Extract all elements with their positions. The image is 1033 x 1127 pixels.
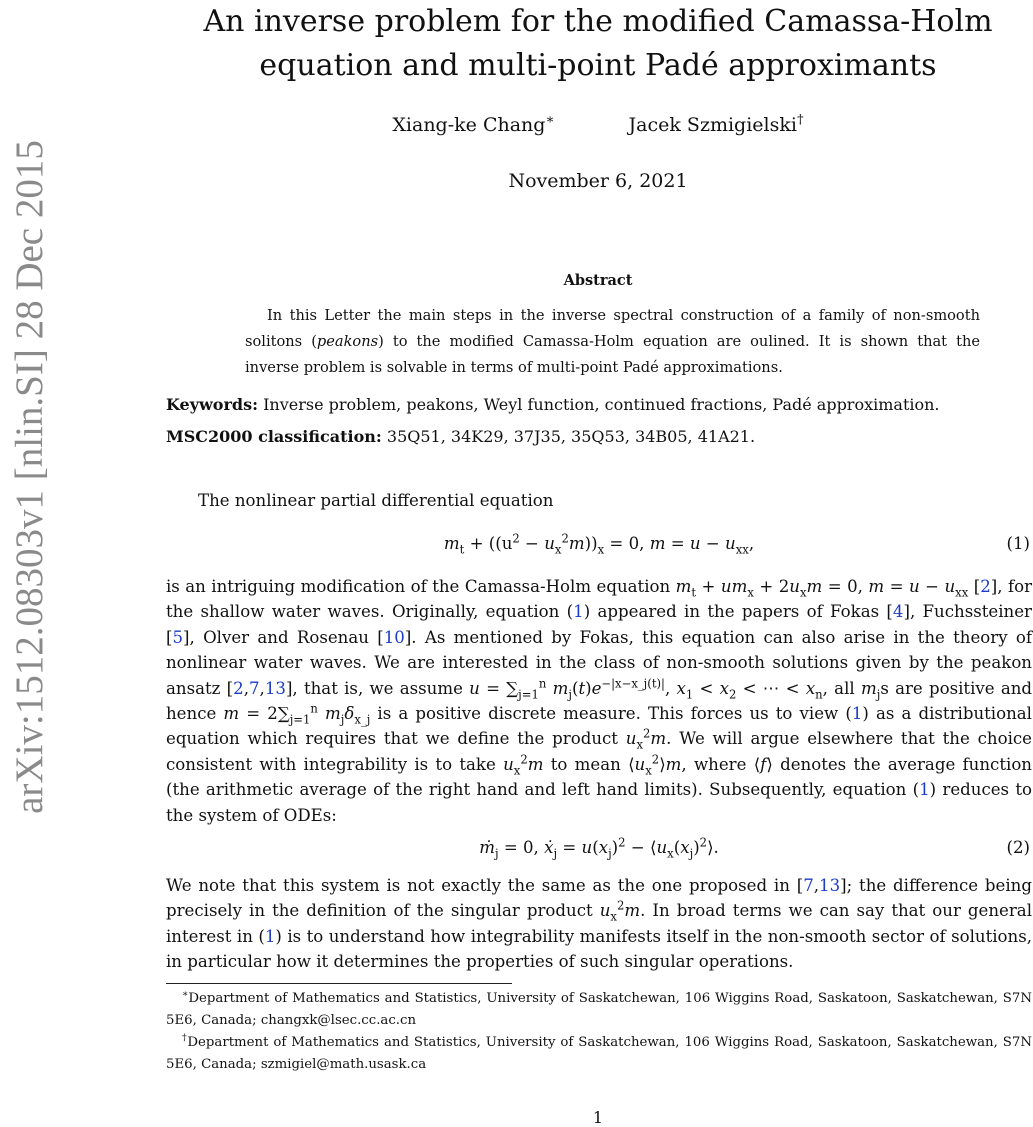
text-run: is an intriguing modification of the Camassa-Holm equation <box>166 577 676 596</box>
paper-title <box>160 0 1033 88</box>
math-symbol: t <box>691 585 697 600</box>
text-run: − <box>519 534 545 553</box>
math-symbol: u <box>908 577 920 596</box>
text-run: , <box>259 678 265 698</box>
equation-body <box>166 835 1032 861</box>
text-run: , <box>813 876 820 895</box>
citation-link[interactable]: 1 <box>573 602 584 622</box>
math-symbol: u <box>634 754 646 774</box>
math-symbol: 2 <box>699 835 708 850</box>
math-symbol: 2 <box>651 752 660 767</box>
math-symbol: j <box>494 846 499 861</box>
text-run: − <box>919 577 945 596</box>
text-run: ], for the shallow water waves. Originally, equation ( <box>166 577 1033 622</box>
math-symbol: u <box>725 534 736 553</box>
text-run: is a positive discrete measure. This forces us to view ( <box>370 704 852 724</box>
page-number: 1 <box>592 1108 604 1127</box>
text-run: ) reduces to the system of ODEs: <box>166 780 1032 825</box>
math-symbol: xx <box>955 585 969 600</box>
text-run: ( <box>571 678 579 698</box>
equation-number: (1) <box>1006 534 1030 553</box>
citation-link[interactable]: 5 <box>172 627 184 647</box>
math-symbol: ṁ <box>479 838 495 857</box>
text-run: ], Olver and Rosenau [ <box>183 627 384 647</box>
math-symbol: n <box>538 676 547 691</box>
text-run: In this Letter the main steps in the inverse spectral construction of a family of non-smooth solitons ( <box>245 307 980 350</box>
keywords <box>166 395 1032 414</box>
citation-link[interactable]: 4 <box>892 602 904 622</box>
citation-link[interactable]: 1 <box>264 926 276 946</box>
math-symbol: j <box>876 686 881 701</box>
math-symbol: x <box>645 763 652 778</box>
math-symbol: m <box>552 678 569 698</box>
text-run: ) appeared in the papers of Fokas [ <box>583 602 893 622</box>
math-symbol: x <box>667 846 674 861</box>
math-symbol: n <box>310 701 318 716</box>
author <box>629 114 804 136</box>
text-run: , <box>664 678 677 698</box>
text-run: = 0, <box>498 838 545 857</box>
footnote-mark: ∗ <box>182 988 189 1000</box>
abstract-text <box>245 303 980 381</box>
text-run: ]. As mentioned by Fokas, this equation can also arise in the theory of nonlinear water waves. We are interested in the class of non-smooth solutions given by the peakon ansatz [ <box>166 627 1032 698</box>
text-run: ⟩. <box>707 838 719 857</box>
math-symbol: f <box>760 754 767 774</box>
math-symbol: m <box>223 704 240 724</box>
math-symbol: x <box>554 542 562 557</box>
text-run: , <box>748 534 755 553</box>
citation-link[interactable]: 7 <box>248 678 260 698</box>
text-run: = 0, <box>604 534 650 553</box>
math-symbol: 2 <box>643 726 651 741</box>
msc-classification <box>166 427 1032 446</box>
text-run: s are positive and hence <box>166 678 1033 724</box>
math-symbol: m <box>868 577 885 596</box>
text-run: < <box>693 678 720 698</box>
footnote-text: Department of Mathematics and Statistics, University of Saskatchewan, 106 Wiggins Road, Saskatoon, Saskatchewan, S7N 5E6, Canada; szmigiel@math.usask.ca <box>166 1035 1033 1072</box>
text-run: ⟩ denotes the average function (the arithmetic average of the right hand and left hand limits). Subsequently, equation ( <box>166 754 1032 800</box>
math-symbol: j=1 <box>289 712 311 727</box>
math-symbol: 2 <box>618 835 626 850</box>
equation-number: (2) <box>1006 838 1030 857</box>
math-symbol: x <box>805 678 816 698</box>
math-symbol: 2 <box>616 898 625 913</box>
math-symbol: x <box>513 763 521 778</box>
author <box>392 114 554 136</box>
text-run: + <box>696 577 721 596</box>
date: November 6, 2021 <box>508 170 688 192</box>
text-run: ) as a distributional equation which requires that we define the product <box>166 704 1032 749</box>
math-symbol: m <box>665 754 682 774</box>
text-run: ], Fuchssteiner [ <box>166 602 1032 647</box>
text-run: ( <box>592 838 599 857</box>
math-symbol: m <box>675 577 692 596</box>
math-symbol: u <box>789 577 800 596</box>
equation-body <box>166 531 1032 557</box>
text-run: ) <box>585 678 592 698</box>
text-run: + 2 <box>753 577 790 596</box>
text-run: ⟩ <box>659 754 666 774</box>
math-symbol: 2 <box>520 752 528 767</box>
math-symbol: peakons <box>316 333 379 350</box>
math-symbol: x <box>676 678 686 698</box>
footnote-divider <box>166 983 512 984</box>
title-line: equation and multi-point Padé approximants <box>259 48 937 83</box>
math-symbol: x <box>680 838 690 857</box>
math-symbol: m <box>860 678 877 698</box>
text-run: = ∑ <box>479 678 519 698</box>
citation-link[interactable]: 2 <box>233 678 244 698</box>
math-symbol: e <box>591 678 602 698</box>
intro-paragraph <box>166 488 1032 513</box>
math-symbol: x <box>719 678 729 698</box>
math-symbol: u <box>656 838 668 857</box>
math-symbol: m <box>443 534 460 553</box>
text-run: . We will argue elsewhere that the choice consistent with integrability is to take <box>166 729 1032 774</box>
math-symbol: u <box>689 534 701 553</box>
footnote-text: Department of Mathematics and Statistics, University of Saskatchewan, 106 Wiggins Road, Saskatoon, Saskatchewan, S7N 5E6, Canada; changxk@lsec.cc.ac.cn <box>166 991 1032 1028</box>
math-symbol: m <box>649 534 666 553</box>
text-run: = <box>884 577 909 596</box>
math-symbol: ẋ <box>544 838 554 857</box>
citation-link[interactable]: 1 <box>851 704 863 724</box>
math-symbol: j <box>689 846 694 861</box>
math-symbol: u <box>944 577 956 596</box>
footnote <box>166 1032 1032 1076</box>
math-symbol: m <box>568 534 585 553</box>
footnote-mark: † <box>182 1032 188 1044</box>
math-symbol: u <box>625 729 637 749</box>
text-run: + ((u <box>464 534 513 553</box>
footnote-mark[interactable]: † <box>796 112 804 128</box>
math-symbol: 1 <box>685 686 694 701</box>
math-symbol: m <box>527 754 544 774</box>
keywords-label: Keywords: <box>166 395 259 414</box>
title-line: An inverse problem for the modified Camassa-Holm <box>203 4 993 39</box>
text-run: . In broad terms we can say that our general interest in ( <box>166 901 1033 946</box>
citation-link[interactable]: 13 <box>819 876 841 895</box>
text-run: ], that is, we assume <box>285 678 470 698</box>
math-symbol: −|x−x_j(t)| <box>601 676 665 691</box>
math-symbol: xx <box>735 542 749 557</box>
math-symbol: j <box>568 686 572 701</box>
math-symbol: x <box>747 585 754 600</box>
text-run: )) <box>584 534 598 553</box>
math-symbol: m <box>624 901 641 921</box>
math-symbol: x <box>597 542 605 557</box>
math-symbol: j <box>553 846 558 861</box>
text-run: , <box>243 678 249 698</box>
citation-link[interactable]: 1 <box>919 780 930 800</box>
text-run: ) <box>693 838 700 857</box>
text-run: ) is to understand how integrability manifests itself in the non-smooth sector of solutions, in particular how it determines the properties of such singular operations. <box>166 926 1033 972</box>
arxiv-identifier-stamp: arXiv:1512.08303v1 [nlin.SI] 28 Dec 2015 <box>8 140 51 814</box>
text-run: , all <box>822 678 861 698</box>
math-symbol: 2 <box>561 531 569 546</box>
math-symbol: u <box>581 838 593 857</box>
math-symbol: j <box>340 712 345 727</box>
text-run: , where ⟨ <box>681 754 761 774</box>
math-symbol: m <box>325 704 341 724</box>
footnote-mark[interactable]: ∗ <box>545 112 555 128</box>
math-symbol: x <box>610 909 617 924</box>
msc-label: MSC2000 classification: <box>166 427 382 446</box>
text-run: = 2∑ <box>239 704 290 724</box>
math-symbol: u <box>503 754 514 774</box>
math-symbol: u <box>544 534 555 553</box>
footnote <box>166 988 1032 1032</box>
text-run: ) to the modified Camassa-Holm equation are oulined. It is shown that the inverse problem is solvable in terms of multi-point Padé approximations. <box>245 333 980 376</box>
math-symbol: u <box>599 901 611 921</box>
math-symbol: 2 <box>512 531 520 546</box>
text-run: [ <box>968 577 981 596</box>
text-run: = 0, <box>822 577 869 596</box>
text-run: The nonlinear partial differential equation <box>198 491 554 510</box>
math-symbol: j=1 <box>518 686 539 701</box>
math-symbol: x <box>636 737 644 752</box>
msc-value: 35Q51, 34K29, 37J35, 35Q53, 34B05, 41A21. <box>381 427 756 446</box>
text-run: ]; the difference being precisely in the definition of the singular product <box>166 876 1032 921</box>
math-symbol: j <box>608 846 612 861</box>
math-symbol: um <box>720 577 748 596</box>
math-symbol: m <box>806 577 823 596</box>
text-run: We note that this system is not exactly the same as the one proposed in [ <box>166 876 804 895</box>
math-symbol: x_j <box>354 712 371 727</box>
text-run: = <box>557 838 582 857</box>
author-name: Xiang-ke Chang <box>392 114 546 136</box>
citation-link[interactable]: 10 <box>383 627 405 647</box>
math-symbol: t <box>578 678 586 698</box>
math-symbol: x <box>598 838 609 857</box>
body-paragraph <box>166 574 1032 828</box>
math-symbol: δ <box>344 704 355 724</box>
math-symbol: 2 <box>729 686 737 701</box>
text-run: − <box>700 534 726 553</box>
text-run: ) <box>611 838 619 857</box>
citation-link[interactable]: 7 <box>803 876 814 895</box>
citation-link[interactable]: 13 <box>264 678 286 698</box>
body-paragraph <box>166 873 1032 975</box>
author-name: Jacek Szmigielski <box>628 114 797 136</box>
citation-link[interactable]: 2 <box>980 577 991 596</box>
keywords-value: Inverse problem, peakons, Weyl function, continued fractions, Padé approximation. <box>258 395 940 414</box>
math-symbol: n <box>815 686 823 701</box>
text-run: < ⋯ < <box>736 678 806 698</box>
text-run: to mean ⟨ <box>543 754 635 774</box>
math-symbol: u <box>469 678 480 698</box>
abstract-heading: Abstract <box>563 272 633 289</box>
text-run: = <box>665 534 690 553</box>
math-symbol: m <box>650 729 667 749</box>
text-run: − ⟨ <box>625 838 657 857</box>
math-symbol: t <box>459 542 465 557</box>
author-list <box>160 114 1033 136</box>
text-run: ( <box>673 838 681 857</box>
text-run <box>318 704 325 723</box>
math-symbol: x <box>799 585 807 600</box>
